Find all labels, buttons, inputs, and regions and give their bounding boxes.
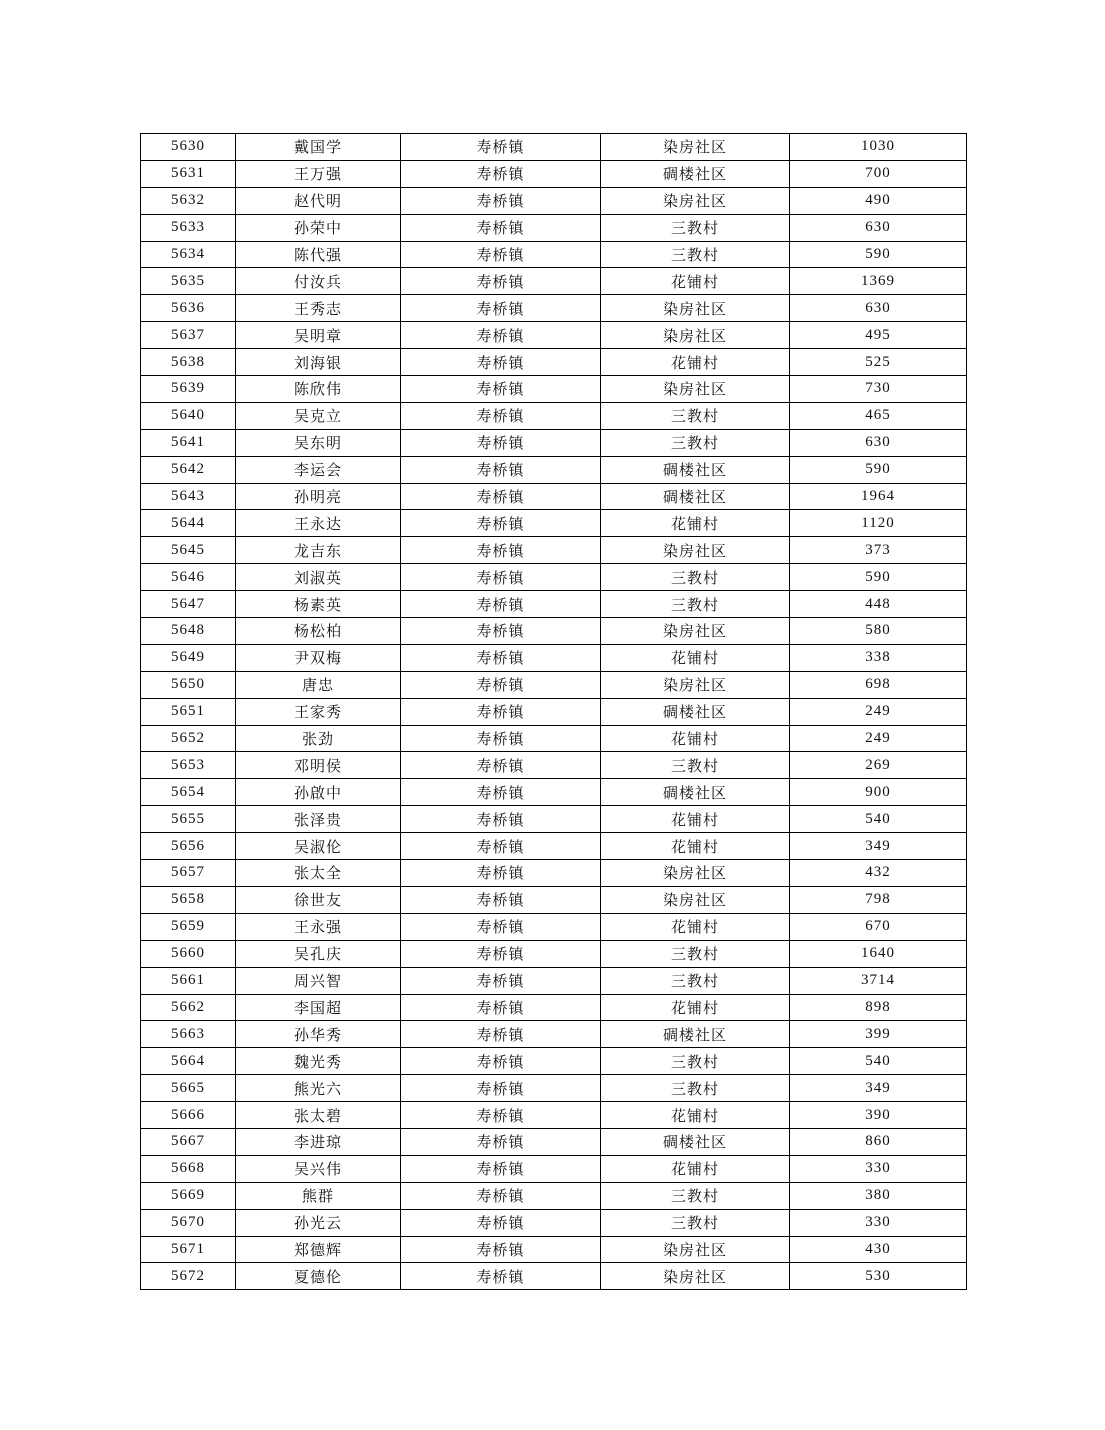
cell-serial: 5639 xyxy=(141,376,236,403)
cell-serial: 5657 xyxy=(141,860,236,887)
table-row xyxy=(141,187,967,214)
cell-town: 寿桥镇 xyxy=(401,725,601,752)
table-row xyxy=(141,644,967,671)
cell-amount: 432 xyxy=(790,860,967,887)
table-row xyxy=(141,698,967,725)
cell-serial: 5640 xyxy=(141,402,236,429)
cell-serial: 5644 xyxy=(141,510,236,537)
cell-village: 三教村 xyxy=(601,967,790,994)
cell-amount: 249 xyxy=(790,698,967,725)
cell-town: 寿桥镇 xyxy=(401,886,601,913)
cell-town: 寿桥镇 xyxy=(401,134,601,161)
cell-village: 花铺村 xyxy=(601,833,790,860)
cell-amount: 860 xyxy=(790,1128,967,1155)
cell-name: 付汝兵 xyxy=(236,268,401,295)
table-row xyxy=(141,1236,967,1263)
cell-town: 寿桥镇 xyxy=(401,1021,601,1048)
cell-name: 龙吉东 xyxy=(236,537,401,564)
cell-name: 张太碧 xyxy=(236,1102,401,1129)
table-row xyxy=(141,967,967,994)
cell-serial: 5651 xyxy=(141,698,236,725)
cell-amount: 700 xyxy=(790,160,967,187)
table-row xyxy=(141,402,967,429)
table-row xyxy=(141,1128,967,1155)
cell-town: 寿桥镇 xyxy=(401,429,601,456)
cell-amount: 900 xyxy=(790,779,967,806)
cell-serial: 5643 xyxy=(141,483,236,510)
cell-name: 张劲 xyxy=(236,725,401,752)
cell-town: 寿桥镇 xyxy=(401,913,601,940)
cell-amount: 399 xyxy=(790,1021,967,1048)
cell-village: 三教村 xyxy=(601,402,790,429)
table-row xyxy=(141,913,967,940)
roster-table xyxy=(140,133,967,1290)
cell-village: 三教村 xyxy=(601,241,790,268)
cell-village: 花铺村 xyxy=(601,349,790,376)
cell-amount: 698 xyxy=(790,671,967,698)
cell-village: 碉楼社区 xyxy=(601,1021,790,1048)
table-row xyxy=(141,806,967,833)
cell-amount: 380 xyxy=(790,1182,967,1209)
cell-serial: 5634 xyxy=(141,241,236,268)
cell-serial: 5661 xyxy=(141,967,236,994)
cell-serial: 5664 xyxy=(141,1048,236,1075)
cell-serial: 5653 xyxy=(141,752,236,779)
cell-town: 寿桥镇 xyxy=(401,1209,601,1236)
cell-serial: 5637 xyxy=(141,322,236,349)
cell-village: 碉楼社区 xyxy=(601,160,790,187)
cell-serial: 5632 xyxy=(141,187,236,214)
cell-serial: 5665 xyxy=(141,1075,236,1102)
cell-name: 吴淑伦 xyxy=(236,833,401,860)
cell-amount: 540 xyxy=(790,1048,967,1075)
cell-serial: 5649 xyxy=(141,644,236,671)
cell-town: 寿桥镇 xyxy=(401,214,601,241)
cell-name: 吴明章 xyxy=(236,322,401,349)
cell-town: 寿桥镇 xyxy=(401,591,601,618)
cell-town: 寿桥镇 xyxy=(401,698,601,725)
cell-name: 郑德辉 xyxy=(236,1236,401,1263)
cell-amount: 898 xyxy=(790,994,967,1021)
table-row xyxy=(141,1209,967,1236)
cell-village: 碉楼社区 xyxy=(601,779,790,806)
table-row xyxy=(141,241,967,268)
cell-serial: 5647 xyxy=(141,591,236,618)
cell-amount: 3714 xyxy=(790,967,967,994)
cell-serial: 5663 xyxy=(141,1021,236,1048)
cell-amount: 249 xyxy=(790,725,967,752)
table-row xyxy=(141,1182,967,1209)
cell-village: 染房社区 xyxy=(601,860,790,887)
cell-village: 三教村 xyxy=(601,1075,790,1102)
cell-village: 三教村 xyxy=(601,1209,790,1236)
cell-village: 花铺村 xyxy=(601,644,790,671)
cell-name: 李运会 xyxy=(236,456,401,483)
cell-name: 孙啟中 xyxy=(236,779,401,806)
cell-name: 王秀志 xyxy=(236,295,401,322)
cell-serial: 5630 xyxy=(141,134,236,161)
cell-serial: 5656 xyxy=(141,833,236,860)
cell-village: 染房社区 xyxy=(601,187,790,214)
cell-village: 染房社区 xyxy=(601,1236,790,1263)
cell-town: 寿桥镇 xyxy=(401,160,601,187)
cell-amount: 525 xyxy=(790,349,967,376)
cell-amount: 730 xyxy=(790,376,967,403)
cell-amount: 530 xyxy=(790,1263,967,1290)
cell-town: 寿桥镇 xyxy=(401,1102,601,1129)
cell-village: 碉楼社区 xyxy=(601,456,790,483)
cell-serial: 5654 xyxy=(141,779,236,806)
table-row xyxy=(141,295,967,322)
table-row xyxy=(141,860,967,887)
cell-name: 唐忠 xyxy=(236,671,401,698)
cell-amount: 590 xyxy=(790,241,967,268)
cell-serial: 5667 xyxy=(141,1128,236,1155)
cell-name: 孙华秀 xyxy=(236,1021,401,1048)
cell-town: 寿桥镇 xyxy=(401,349,601,376)
cell-amount: 373 xyxy=(790,537,967,564)
cell-amount: 495 xyxy=(790,322,967,349)
cell-village: 染房社区 xyxy=(601,134,790,161)
cell-village: 染房社区 xyxy=(601,322,790,349)
cell-amount: 1964 xyxy=(790,483,967,510)
cell-serial: 5636 xyxy=(141,295,236,322)
cell-serial: 5650 xyxy=(141,671,236,698)
cell-village: 染房社区 xyxy=(601,1263,790,1290)
cell-amount: 448 xyxy=(790,591,967,618)
cell-amount: 1120 xyxy=(790,510,967,537)
table-row xyxy=(141,886,967,913)
cell-name: 李进琼 xyxy=(236,1128,401,1155)
cell-name: 邓明侯 xyxy=(236,752,401,779)
cell-name: 孙光云 xyxy=(236,1209,401,1236)
cell-village: 三教村 xyxy=(601,1048,790,1075)
cell-village: 染房社区 xyxy=(601,618,790,645)
cell-name: 杨松柏 xyxy=(236,618,401,645)
cell-town: 寿桥镇 xyxy=(401,967,601,994)
cell-village: 花铺村 xyxy=(601,725,790,752)
cell-town: 寿桥镇 xyxy=(401,1075,601,1102)
cell-name: 吴孔庆 xyxy=(236,940,401,967)
cell-village: 三教村 xyxy=(601,1182,790,1209)
table-row xyxy=(141,752,967,779)
table-row xyxy=(141,940,967,967)
cell-village: 花铺村 xyxy=(601,806,790,833)
cell-amount: 465 xyxy=(790,402,967,429)
cell-serial: 5658 xyxy=(141,886,236,913)
cell-amount: 390 xyxy=(790,1102,967,1129)
cell-village: 三教村 xyxy=(601,214,790,241)
cell-name: 周兴智 xyxy=(236,967,401,994)
cell-village: 三教村 xyxy=(601,752,790,779)
cell-serial: 5642 xyxy=(141,456,236,483)
cell-serial: 5672 xyxy=(141,1263,236,1290)
cell-village: 花铺村 xyxy=(601,1155,790,1182)
table-row xyxy=(141,510,967,537)
table-row xyxy=(141,214,967,241)
cell-town: 寿桥镇 xyxy=(401,994,601,1021)
cell-amount: 798 xyxy=(790,886,967,913)
cell-village: 碉楼社区 xyxy=(601,483,790,510)
cell-serial: 5638 xyxy=(141,349,236,376)
cell-serial: 5666 xyxy=(141,1102,236,1129)
cell-town: 寿桥镇 xyxy=(401,322,601,349)
cell-town: 寿桥镇 xyxy=(401,456,601,483)
table-row xyxy=(141,618,967,645)
cell-name: 陈欣伟 xyxy=(236,376,401,403)
cell-town: 寿桥镇 xyxy=(401,779,601,806)
cell-town: 寿桥镇 xyxy=(401,860,601,887)
cell-village: 三教村 xyxy=(601,564,790,591)
table-row xyxy=(141,833,967,860)
cell-name: 张泽贵 xyxy=(236,806,401,833)
cell-town: 寿桥镇 xyxy=(401,618,601,645)
cell-serial: 5671 xyxy=(141,1236,236,1263)
table-row xyxy=(141,376,967,403)
cell-serial: 5652 xyxy=(141,725,236,752)
table-row xyxy=(141,429,967,456)
cell-serial: 5646 xyxy=(141,564,236,591)
table-row xyxy=(141,1048,967,1075)
cell-town: 寿桥镇 xyxy=(401,644,601,671)
cell-name: 刘淑英 xyxy=(236,564,401,591)
table-row xyxy=(141,1021,967,1048)
cell-town: 寿桥镇 xyxy=(401,833,601,860)
cell-town: 寿桥镇 xyxy=(401,1155,601,1182)
cell-name: 夏德伦 xyxy=(236,1263,401,1290)
cell-amount: 430 xyxy=(790,1236,967,1263)
cell-amount: 590 xyxy=(790,564,967,591)
cell-serial: 5645 xyxy=(141,537,236,564)
cell-serial: 5648 xyxy=(141,618,236,645)
cell-name: 孙荣中 xyxy=(236,214,401,241)
cell-name: 尹双梅 xyxy=(236,644,401,671)
cell-town: 寿桥镇 xyxy=(401,268,601,295)
cell-amount: 330 xyxy=(790,1209,967,1236)
table-row xyxy=(141,564,967,591)
table-row xyxy=(141,1075,967,1102)
cell-town: 寿桥镇 xyxy=(401,537,601,564)
table-row xyxy=(141,483,967,510)
table-row xyxy=(141,1155,967,1182)
table-row xyxy=(141,994,967,1021)
cell-name: 王永达 xyxy=(236,510,401,537)
cell-amount: 1369 xyxy=(790,268,967,295)
cell-amount: 349 xyxy=(790,1075,967,1102)
table-row xyxy=(141,322,967,349)
cell-town: 寿桥镇 xyxy=(401,671,601,698)
cell-serial: 5662 xyxy=(141,994,236,1021)
table-row xyxy=(141,160,967,187)
cell-name: 吴兴伟 xyxy=(236,1155,401,1182)
table-row xyxy=(141,456,967,483)
cell-name: 吴东明 xyxy=(236,429,401,456)
cell-village: 染房社区 xyxy=(601,295,790,322)
cell-village: 染房社区 xyxy=(601,376,790,403)
cell-name: 王永强 xyxy=(236,913,401,940)
cell-name: 赵代明 xyxy=(236,187,401,214)
table-row xyxy=(141,1102,967,1129)
cell-name: 李国超 xyxy=(236,994,401,1021)
cell-town: 寿桥镇 xyxy=(401,483,601,510)
cell-amount: 670 xyxy=(790,913,967,940)
cell-village: 三教村 xyxy=(601,940,790,967)
cell-serial: 5669 xyxy=(141,1182,236,1209)
cell-amount: 590 xyxy=(790,456,967,483)
cell-town: 寿桥镇 xyxy=(401,940,601,967)
cell-serial: 5633 xyxy=(141,214,236,241)
cell-name: 魏光秀 xyxy=(236,1048,401,1075)
table-row xyxy=(141,725,967,752)
cell-village: 三教村 xyxy=(601,591,790,618)
cell-amount: 1640 xyxy=(790,940,967,967)
cell-town: 寿桥镇 xyxy=(401,295,601,322)
cell-amount: 490 xyxy=(790,187,967,214)
cell-village: 染房社区 xyxy=(601,886,790,913)
cell-name: 吴克立 xyxy=(236,402,401,429)
cell-amount: 540 xyxy=(790,806,967,833)
cell-town: 寿桥镇 xyxy=(401,376,601,403)
cell-village: 花铺村 xyxy=(601,1102,790,1129)
cell-town: 寿桥镇 xyxy=(401,510,601,537)
cell-name: 杨素英 xyxy=(236,591,401,618)
table-row xyxy=(141,349,967,376)
table-row xyxy=(141,671,967,698)
cell-amount: 630 xyxy=(790,295,967,322)
cell-amount: 338 xyxy=(790,644,967,671)
cell-name: 张太全 xyxy=(236,860,401,887)
cell-amount: 330 xyxy=(790,1155,967,1182)
table-row xyxy=(141,134,967,161)
cell-town: 寿桥镇 xyxy=(401,187,601,214)
cell-town: 寿桥镇 xyxy=(401,752,601,779)
cell-name: 熊群 xyxy=(236,1182,401,1209)
cell-town: 寿桥镇 xyxy=(401,806,601,833)
table-row xyxy=(141,779,967,806)
cell-name: 陈代强 xyxy=(236,241,401,268)
cell-village: 碉楼社区 xyxy=(601,1128,790,1155)
cell-town: 寿桥镇 xyxy=(401,402,601,429)
cell-town: 寿桥镇 xyxy=(401,564,601,591)
cell-serial: 5660 xyxy=(141,940,236,967)
cell-town: 寿桥镇 xyxy=(401,1048,601,1075)
cell-amount: 269 xyxy=(790,752,967,779)
cell-town: 寿桥镇 xyxy=(401,241,601,268)
cell-serial: 5659 xyxy=(141,913,236,940)
cell-village: 碉楼社区 xyxy=(601,698,790,725)
cell-village: 染房社区 xyxy=(601,537,790,564)
table-row xyxy=(141,1263,967,1290)
cell-town: 寿桥镇 xyxy=(401,1263,601,1290)
cell-name: 熊光六 xyxy=(236,1075,401,1102)
cell-town: 寿桥镇 xyxy=(401,1128,601,1155)
cell-serial: 5655 xyxy=(141,806,236,833)
cell-name: 刘海银 xyxy=(236,349,401,376)
cell-amount: 630 xyxy=(790,214,967,241)
cell-name: 徐世友 xyxy=(236,886,401,913)
table-row xyxy=(141,268,967,295)
cell-name: 孙明亮 xyxy=(236,483,401,510)
cell-serial: 5631 xyxy=(141,160,236,187)
cell-serial: 5641 xyxy=(141,429,236,456)
cell-serial: 5668 xyxy=(141,1155,236,1182)
roster-table-body xyxy=(141,134,967,1290)
cell-amount: 349 xyxy=(790,833,967,860)
cell-village: 三教村 xyxy=(601,429,790,456)
cell-name: 王家秀 xyxy=(236,698,401,725)
cell-village: 花铺村 xyxy=(601,913,790,940)
cell-town: 寿桥镇 xyxy=(401,1182,601,1209)
cell-town: 寿桥镇 xyxy=(401,1236,601,1263)
cell-amount: 1030 xyxy=(790,134,967,161)
table-row xyxy=(141,537,967,564)
cell-village: 花铺村 xyxy=(601,994,790,1021)
cell-serial: 5635 xyxy=(141,268,236,295)
cell-village: 染房社区 xyxy=(601,671,790,698)
cell-name: 戴国学 xyxy=(236,134,401,161)
cell-amount: 630 xyxy=(790,429,967,456)
cell-name: 王万强 xyxy=(236,160,401,187)
cell-serial: 5670 xyxy=(141,1209,236,1236)
table-row xyxy=(141,591,967,618)
cell-amount: 580 xyxy=(790,618,967,645)
cell-village: 花铺村 xyxy=(601,268,790,295)
cell-village: 花铺村 xyxy=(601,510,790,537)
